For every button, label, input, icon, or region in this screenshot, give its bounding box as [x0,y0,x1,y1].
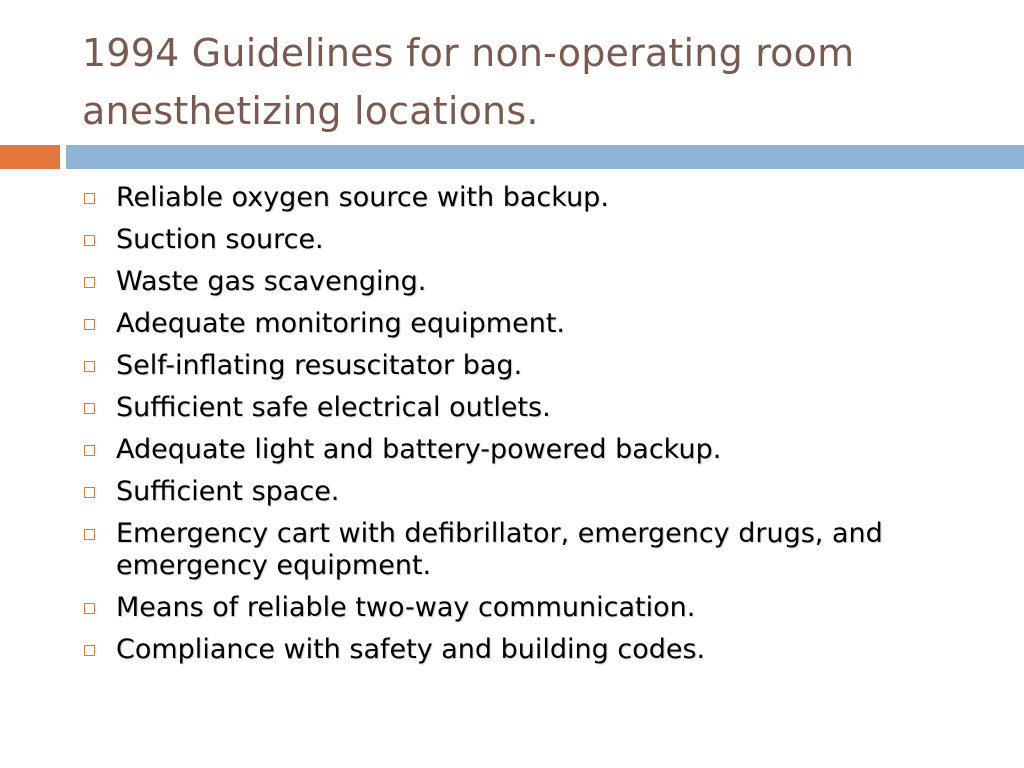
bullet-item [80,350,980,382]
bullet-item [80,224,980,256]
bullet-list [80,182,980,676]
bullet-item [80,182,980,214]
hollow-square-bullet-icon [84,603,95,614]
bullet-item [80,592,980,624]
hollow-square-bullet-icon [84,403,95,414]
bullet-text: Reliable oxygen source with backup. [116,182,609,213]
bullet-text: Adequate monitoring equipment. [116,308,565,339]
hollow-square-bullet-icon [84,361,95,372]
bullet-text: Sufficient safe electrical outlets. [116,392,551,423]
hollow-square-bullet-icon [84,487,95,498]
hollow-square-bullet-icon [84,235,95,246]
bullet-item [80,308,980,340]
bullet-text: Self-inflating resuscitator bag. [116,350,523,381]
bullet-item [80,434,980,466]
bullet-text: Suction source. [116,224,324,255]
bullet-item [80,634,980,666]
hollow-square-bullet-icon [84,645,95,656]
slide-title: 1994 Guidelines for non-operating room anesthetizing locations. [82,31,855,133]
hollow-square-bullet-icon [84,529,95,540]
bullet-text: Means of reliable two-way communication. [116,592,696,623]
bullet-text: Emergency cart with defibrillator, emergency drugs, and emergency equipment. [116,518,883,581]
bullet-item [80,392,980,424]
bullet-text: Waste gas scavenging. [116,266,427,297]
hollow-square-bullet-icon [84,277,95,288]
bullet-item [80,266,980,298]
bullet-item [80,476,980,508]
title-rule-accent-orange [0,145,60,169]
hollow-square-bullet-icon [84,319,95,330]
hollow-square-bullet-icon [84,445,95,456]
title-rule-accent-blue [66,145,1024,169]
bullet-text: Adequate light and battery-powered backup. [116,434,722,465]
bullet-text: Sufficient space. [116,476,340,507]
bullet-item [80,518,980,582]
hollow-square-bullet-icon [84,193,95,204]
bullet-text: Compliance with safety and building codes. [116,634,706,665]
